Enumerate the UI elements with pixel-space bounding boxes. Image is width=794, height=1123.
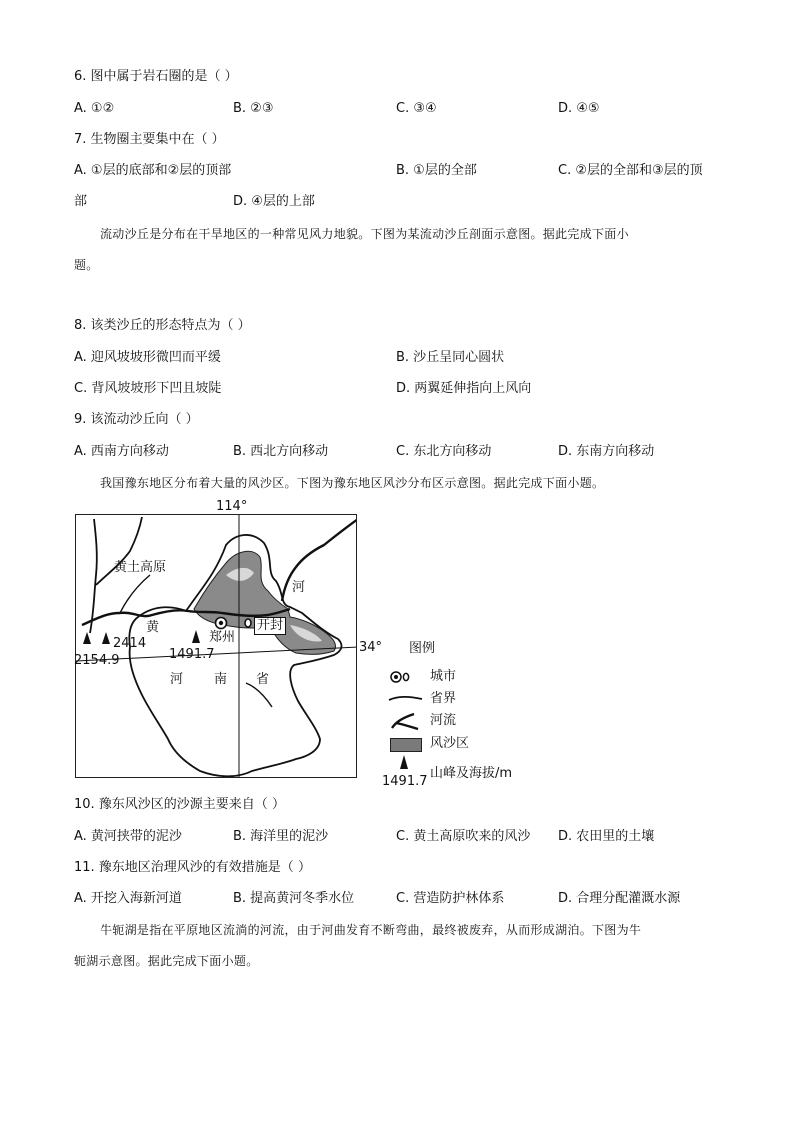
legend-river-label: 河流 bbox=[430, 713, 457, 728]
label-he: 河 bbox=[292, 580, 306, 595]
q9-option-c: C. 东北方向移动 bbox=[396, 444, 492, 459]
q7-option-d: D. ④层的上部 bbox=[233, 194, 315, 209]
intro-oxbow-line2: 轭湖示意图。据此完成下面小题。 bbox=[74, 954, 259, 968]
river-west-3 bbox=[120, 575, 150, 613]
q10-option-c: C. 黄土高原吹来的风沙 bbox=[396, 829, 531, 844]
legend-border-label: 省界 bbox=[430, 691, 457, 706]
label-peak-2414: 2414 bbox=[113, 636, 147, 651]
q8-option-d: D. 两翼延伸指向上风向 bbox=[396, 381, 532, 396]
q7-option-a: A. ①层的底部和②层的顶部 bbox=[74, 163, 232, 178]
q9-option-d: D. 东南方向移动 bbox=[558, 444, 655, 459]
label-huang: 黄 bbox=[146, 620, 160, 635]
intro-dune-line2: 题。 bbox=[74, 258, 99, 272]
label-zhengzhou: 郑州 bbox=[209, 630, 236, 645]
q6-option-d: D. ④⑤ bbox=[558, 101, 600, 116]
legend-city-label: 城市 bbox=[430, 669, 457, 684]
q6-stem: 6. 图中属于岩石圈的是（ ） bbox=[74, 69, 238, 84]
label-province-2: 南 bbox=[214, 672, 228, 687]
q9-option-b: B. 西北方向移动 bbox=[233, 444, 329, 459]
legend-peak-label: 山峰及海拔/m bbox=[430, 766, 513, 781]
legend-city-icon bbox=[390, 670, 412, 684]
legend-river-icon bbox=[390, 712, 424, 730]
q8-option-b: B. 沙丘呈同心圆状 bbox=[396, 350, 505, 365]
city-zhengzhou-marker bbox=[216, 618, 227, 629]
river-west-1 bbox=[90, 519, 97, 633]
q6-option-a: A. ①② bbox=[74, 101, 115, 116]
peak-marker-2 bbox=[102, 632, 110, 644]
q8-option-a: A. 迎风坡坡形微凹而平缓 bbox=[74, 350, 221, 365]
sand-area-map bbox=[75, 514, 357, 778]
city-kaifeng-marker bbox=[245, 619, 251, 627]
q6-option-b: B. ②③ bbox=[233, 101, 274, 116]
q6-option-c: C. ③④ bbox=[396, 101, 437, 116]
q7-option-b: B. ①层的全部 bbox=[396, 163, 477, 178]
q11-option-a: A. 开挖入海新河道 bbox=[74, 891, 182, 906]
legend-border-icon bbox=[388, 693, 424, 705]
intro-sand-area: 我国豫东地区分布着大量的风沙区。下图为豫东地区风沙分布区示意图。据此完成下面小题。 bbox=[100, 476, 605, 490]
q10-option-b: B. 海洋里的泥沙 bbox=[233, 829, 329, 844]
q9-option-a: A. 西南方向移动 bbox=[74, 444, 169, 459]
map-legend bbox=[382, 642, 542, 787]
label-province-1: 河 bbox=[170, 672, 184, 687]
label-longitude-114: 114° bbox=[216, 499, 248, 514]
label-latitude-34: 34° bbox=[359, 640, 383, 655]
label-peak-2154: 2154.9 bbox=[74, 653, 120, 668]
legend-peak-icon bbox=[399, 754, 409, 770]
q7-option-c: C. ②层的全部和③层的顶 bbox=[558, 163, 703, 178]
q11-option-b: B. 提高黄河冬季水位 bbox=[233, 891, 355, 906]
q7-stem: 7. 生物圈主要集中在（ ） bbox=[74, 132, 225, 147]
q10-stem: 10. 豫东风沙区的沙源主要来自（ ） bbox=[74, 797, 285, 812]
legend-sand-swatch bbox=[390, 738, 422, 752]
q11-option-d: D. 合理分配灌溉水源 bbox=[558, 891, 681, 906]
intro-oxbow-line1: 牛轭湖是指在平原地区流淌的河流，由于河曲发育不断弯曲，最终被废弃，从而形成湖泊。下图为牛 bbox=[100, 923, 642, 937]
q8-stem: 8. 该类沙丘的形态特点为（ ） bbox=[74, 318, 251, 333]
label-loess-plateau: 黄土高原 bbox=[114, 560, 167, 575]
peak-marker-1 bbox=[83, 632, 91, 644]
q11-stem: 11. 豫东地区治理风沙的有效措施是（ ） bbox=[74, 860, 311, 875]
label-province-3: 省 bbox=[256, 672, 270, 687]
legend-sand-label: 风沙区 bbox=[430, 736, 470, 751]
q8-option-c: C. 背风坡坡形下凹且坡陡 bbox=[74, 381, 222, 396]
q11-option-c: C. 营造防护林体系 bbox=[396, 891, 505, 906]
q9-stem: 9. 该流动沙丘向（ ） bbox=[74, 412, 199, 427]
legend-peak-value: 1491.7 bbox=[382, 774, 428, 789]
label-peak-1491: 1491.7 bbox=[169, 647, 215, 662]
q7-option-c-cont: 部 bbox=[74, 194, 88, 209]
legend-title: 图例 bbox=[409, 641, 436, 656]
peak-marker-3 bbox=[192, 630, 200, 643]
q10-option-d: D. 农田里的土壤 bbox=[558, 829, 655, 844]
label-kaifeng: 开封 bbox=[254, 617, 286, 635]
q10-option-a: A. 黄河挟带的泥沙 bbox=[74, 829, 182, 844]
intro-dune-line1: 流动沙丘是分布在干旱地区的一种常见风力地貌。下图为某流动沙丘剖面示意图。据此完成下面小 bbox=[100, 227, 629, 241]
